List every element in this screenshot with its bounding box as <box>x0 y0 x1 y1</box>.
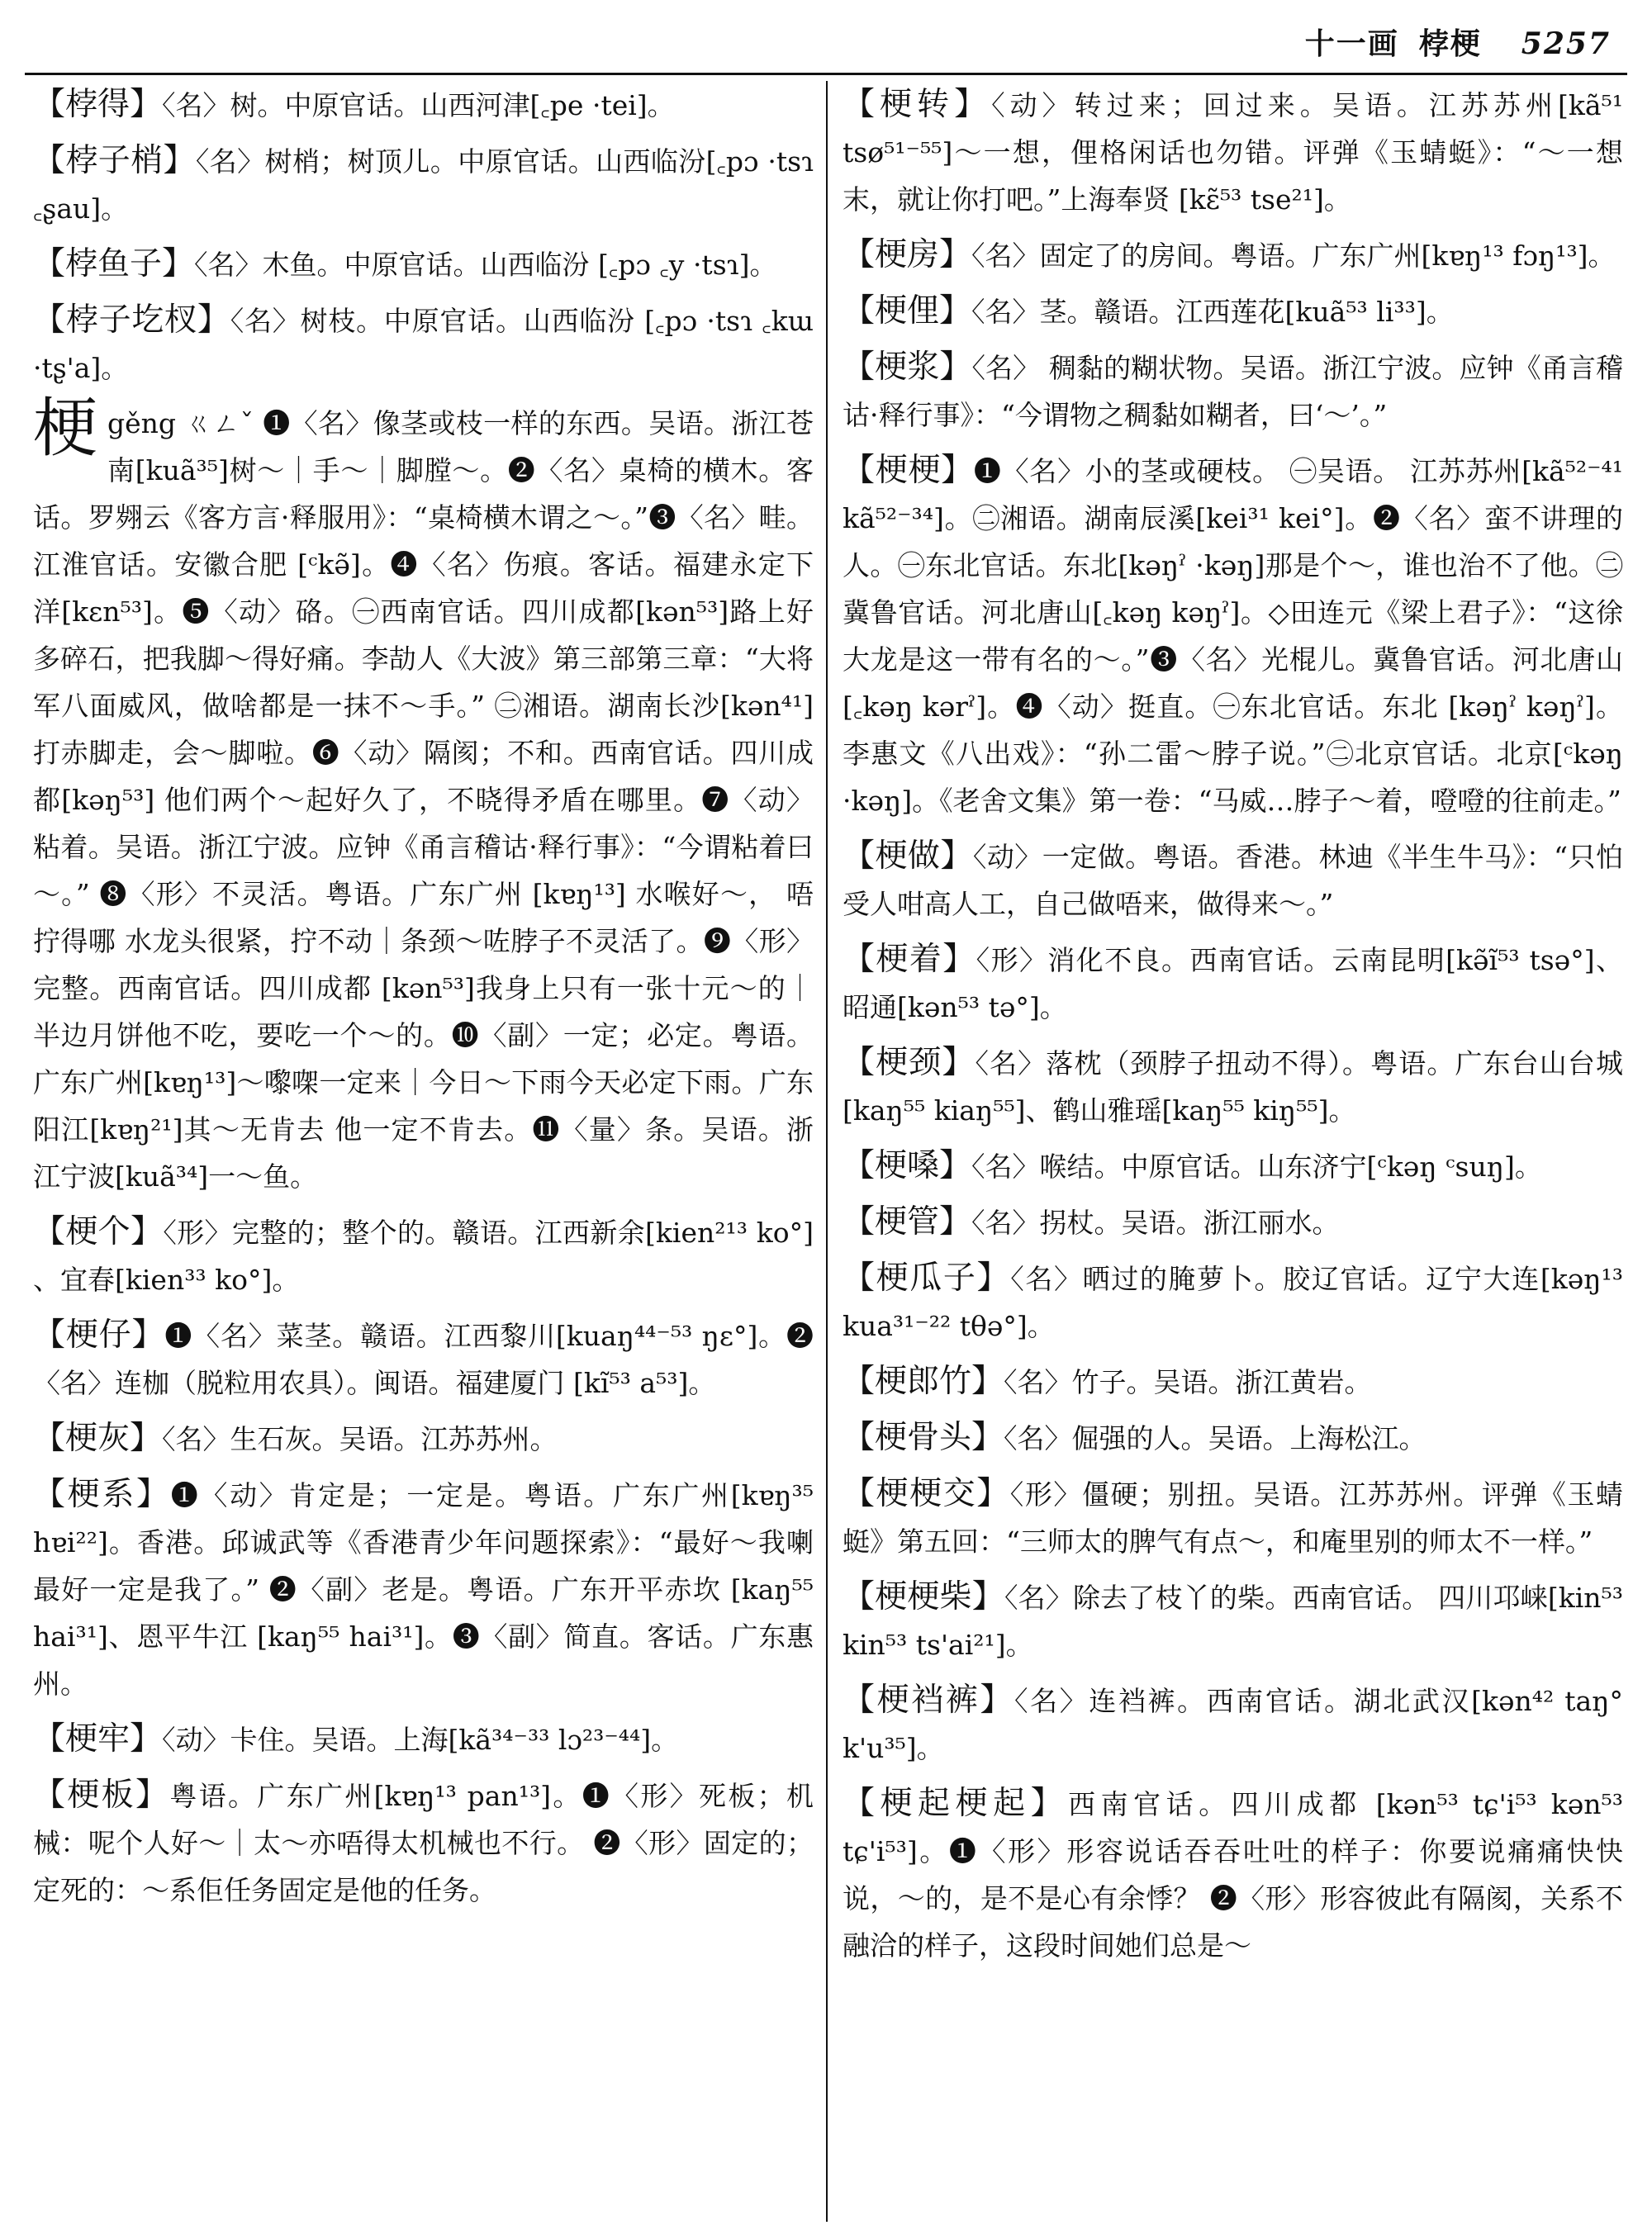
left-column <box>33 81 814 2222</box>
dictionary-entry <box>33 1471 814 1707</box>
entry-headword: 【梗做】 <box>843 837 973 875</box>
entry-definition: 西南官话。四川成都 [kən⁵³ tɕ'i⁵³ kən⁵³ tɕ'i⁵³]。❶〈形〉形容说话吞吞吐吐的样子：你要说痛痛快快说，～的，是不是心有余悸？ ❷〈形〉形容彼此有隔阂，关系不融洽的样子，这段时间她们总是～ <box>843 1788 1623 1962</box>
entry-definition: 〈名〉除去了枝丫的柴。西南官话。 四川邛崃[kin⁵³ kin⁵³ ts'ai²¹]。 <box>843 1582 1623 1661</box>
entry-definition: ❶〈名〉小的茎或硬枝。 ㊀吴语。 江苏苏州[kã⁵²⁻⁴¹ kã⁵²⁻³⁴]。㊁湘语。湖南辰溪[kei³¹ kei°]。❷〈名〉蛮不讲理的人。㊀东北官话。东北[kəŋˀ ·kəŋ]那是个～，谁也治不了他。㊁冀鲁官话。河北唐山[꜀kəŋ kəŋˀ]。◇田连元《梁上君子》：“这徐大龙是这一带有名的～。”❸〈名〉光棍儿。冀鲁官话。河北唐山 [꜀kəŋ kərˀ]。❹〈动〉挺直。㊀东北官话。东北 [kəŋˀ kəŋˀ]。李惠文《八出戏》：“孙二雷～脖子说。”㊁北京官话。北京[ᶜkəŋ ·kəŋ]。《老舍文集》第一卷：“马威…脖子～着，噔噔的往前走。” <box>843 455 1623 817</box>
entry-headword: 【梗瓜子】 <box>843 1260 1011 1297</box>
entry-definition: 〈名〉喉结。中原官话。山东济宁[ᶜkəŋ ᶜsuŋ]。 <box>971 1151 1542 1183</box>
entry-definition: 〈形〉完整的；整个的。赣语。江西新余[kien²¹³ ko°] 、宜春[kien³³ ko°]。 <box>33 1217 814 1296</box>
dictionary-entry <box>843 231 1623 279</box>
dictionary-entry <box>843 344 1623 439</box>
dictionary-entry <box>843 1198 1623 1246</box>
entry-definition: 〈名〉树枝。中原官话。山西临汾 [꜀pɔ ·tsɿ ꜀kɯ ·tʂ'a]。 <box>33 305 814 384</box>
dictionary-entry <box>843 833 1623 928</box>
entry-definition: 〈名〉晒过的腌萝卜。胶辽官话。辽宁大连[kəŋ¹³ kua³¹⁻²² tθə°]。 <box>843 1263 1623 1342</box>
entry-definition: 〈名〉固定了的房间。粤语。广东广州[kɐŋ¹³ fɔŋ¹³]。 <box>971 240 1616 272</box>
page-header <box>25 15 1627 75</box>
entry-definition: 〈形〉僵硬；别扭。吴语。江苏苏州。评弹《玉蜻蜓》第五回：“三师太的脾气有点～，和庵里别的师太不一样。” <box>843 1478 1623 1558</box>
entry-headword: 【梗个】 <box>33 1213 164 1250</box>
right-column <box>843 81 1623 2222</box>
entry-definition: 粤语。广东广州[kɐŋ¹³ pan¹³]。❶〈形〉死板；机械：呢个人好～｜太～亦唔得太机械也不行。 ❷〈形〉固定的；定死的：～系佢任务固定是他的任务。 <box>33 1780 814 1906</box>
dictionary-entry <box>843 1142 1623 1190</box>
entry-definition: 〈名〉茎。赣语。江西莲花[kuã⁵³ li³³]。 <box>971 296 1454 328</box>
entry-definition: 〈名〉树。中原官话。山西河津[꜀pe ·tei]。 <box>162 89 675 121</box>
column-divider <box>826 81 828 2222</box>
entry-headword: 【梗嗓】 <box>843 1147 972 1184</box>
dictionary-entry <box>33 1772 814 1914</box>
dictionary-entry <box>843 1780 1623 1969</box>
header-chars: 桲梗 <box>1418 26 1482 61</box>
dictionary-entry <box>843 1470 1623 1565</box>
entry-definition: 〈动〉卡住。吴语。上海[kã³⁴⁻³³ lɔ²³⁻⁴⁴]。 <box>162 1724 679 1756</box>
entry-definition: 〈名〉连裆裤。西南官话。湖北武汉[kən⁴² taŋ° k'u³⁵]。 <box>843 1685 1623 1764</box>
entry-headword: 【梗管】 <box>843 1203 972 1241</box>
entry-headword: 【梗梗交】 <box>843 1475 1010 1512</box>
entry-headword: 【梗灰】 <box>33 1420 163 1457</box>
entry-headword: 【梗梗】 <box>843 452 974 489</box>
entry-definition: 〈名〉 稠黏的糊状物。吴语。浙江宁波。应钟《甬言稽诂·释行事》：“今谓物之稠黏如糊者，曰‘～’。” <box>843 352 1623 431</box>
dictionary-entry <box>843 287 1623 335</box>
dictionary-entry <box>843 447 1623 824</box>
entry-headword: 【梗房】 <box>843 236 972 273</box>
entry-headword: 【梗郎竹】 <box>843 1363 1004 1400</box>
entry-headword: 【梗着】 <box>843 941 976 978</box>
entry-headword: 【梗裆裤】 <box>843 1682 1014 1719</box>
entry-headword: 【桲得】 <box>33 86 163 123</box>
entry-definition: 〈名〉生石灰。吴语。江苏苏州。 <box>162 1423 558 1455</box>
entry-definition: 〈动〉一定做。粤语。香港。林迪《半生牛马》：“只怕受人咁高人工，自己做唔来，做得来～。” <box>843 841 1623 920</box>
entry-headword: 【梗俚】 <box>843 292 972 330</box>
head-character: 梗 <box>33 391 98 466</box>
header-section: 十一画 <box>1304 26 1399 61</box>
dictionary-entry <box>843 1039 1623 1134</box>
dictionary-entry <box>843 1255 1623 1350</box>
entry-definition: 〈名〉倔强的人。吴语。上海松江。 <box>1004 1422 1427 1454</box>
entry-definition: gěng ㄍㄥˇ ❶〈名〉像茎或枝一样的东西。吴语。浙江苍南[kuã³⁵]树～｜手～｜脚膛～。❷〈名〉桌椅的横木。客话。罗翙云《客方言·释服用》：“桌椅横木谓之～。”❸〈名〉畦。江淮官话。安徽合肥 [ᶜkə̃]。❹〈名〉伤痕。客话。福建永定下洋[kɛn⁵³]。❺〈动〉硌。㊀西南官话。四川成都[kən⁵³]路上好多碎石，把我脚～得好痛。李劼人《大波》第三部第三章：“大将军八面威风，做啥都是一抹不～手。” ㊁湘语。湖南长沙[kən⁴¹]打赤脚走，会～脚啦。❻〈动〉隔阂；不和。西南官话。四川成都[kəŋ⁵³] 他们两个～起好久了，不晓得矛盾在哪里。❼〈动〉粘着。吴语。浙江宁波。应钟《甬言稽诂·释行事》：“今谓粘着曰～。” ❽〈形〉不灵活。粤语。广东广州 [kɐŋ¹³] 水喉好～， 唔拧得哪 水龙头很紧，拧不动｜条颈～咗脖子不灵活了。❾〈形〉完整。西南官话。四川成都 [kən⁵³]我身上只有一张十元～的｜半边月饼他不吃，要吃一个～的。❿〈副〉一定；必定。粤语。广东广州[kɐŋ¹³]～嚟㗎一定来｜今日～下雨今天必定下雨。广东阳江[kɐŋ²¹]其～无肯去 他一定不肯去。⓫〈量〉条。吴语。浙江宁波[kuã³⁴]一～鱼。 <box>33 407 814 1193</box>
dictionary-entry <box>843 1414 1623 1462</box>
entry-definition: 〈形〉消化不良。西南官话。云南昆明[kə̃ĩ⁵³ tsə°]、昭通[kən⁵³ tə°]。 <box>843 944 1623 1023</box>
dictionary-entry <box>843 81 1623 223</box>
entry-headword: 【梗梗柴】 <box>843 1578 1004 1616</box>
dictionary-entry <box>33 1312 814 1407</box>
header-running-title <box>1285 21 1611 63</box>
dictionary-entry <box>33 240 814 288</box>
entry-definition: 〈动〉转过来；回过来。吴语。江苏苏州[kã⁵¹ tsø⁵¹⁻⁵⁵]～一想，俚格闲话也勿错。评弹《玉蜻蜓》：“～一想末，就让你打吧。”上海奉贤 [kɛ̃⁵³ tse²¹]。 <box>843 89 1623 216</box>
entry-definition: ❶〈名〉菜茎。赣语。江西黎川[kuaŋ⁴⁴⁻⁵³ ŋɛ°]。❷〈名〉连枷（脱粒用农具）。闽语。福建厦门 [kĩ⁵³ a⁵³]。 <box>33 1320 814 1399</box>
dictionary-entry <box>33 391 814 1200</box>
entry-headword: 【梗颈】 <box>843 1044 976 1081</box>
entry-definition: 〈名〉拐杖。吴语。浙江丽水。 <box>971 1207 1340 1239</box>
dictionary-entry <box>33 137 814 232</box>
entry-headword: 【梗牢】 <box>33 1720 163 1758</box>
entry-headword: 【桲子圪杈】 <box>33 301 230 339</box>
entry-headword: 【桲鱼子】 <box>33 245 195 282</box>
dictionary-entry <box>843 1358 1623 1406</box>
dictionary-entry <box>33 1208 814 1303</box>
entry-headword: 【梗仔】 <box>33 1317 165 1354</box>
entry-headword: 【梗起梗起】 <box>843 1785 1069 1822</box>
page-number: 5257 <box>1521 26 1611 61</box>
entry-headword: 【梗骨头】 <box>843 1419 1004 1456</box>
entry-definition: 〈名〉落枕（颈脖子扭动不得）。粤语。广东台山台城[kaŋ⁵⁵ kiaŋ⁵⁵]、鹤山雅瑶[kaŋ⁵⁵ kiŋ⁵⁵]。 <box>843 1047 1623 1127</box>
entry-headword: 【梗浆】 <box>843 349 972 386</box>
entry-definition: 〈名〉木鱼。中原官话。山西临汾 [꜀pɔ ꜀y ·tsɿ]。 <box>194 249 777 281</box>
dictionary-entry <box>843 1677 1623 1772</box>
entry-headword: 【梗系】 <box>33 1476 171 1513</box>
entry-headword: 【桲子梢】 <box>33 142 196 179</box>
entry-definition: 〈名〉树梢；树顶儿。中原官话。山西临汾[꜀pɔ ·tsɿ ꜀ʂau]。 <box>33 145 814 225</box>
dictionary-entry <box>843 936 1623 1031</box>
dictionary-entry <box>33 297 814 391</box>
dictionary-entry <box>33 1415 814 1463</box>
entry-definition: ❶〈动〉肯定是；一定是。粤语。广东广州[kɐŋ³⁵ hɐi²²]。香港。邱诚武等《香港青少年问题探索》：“最好～我喇最好一定是我了。” ❷〈副〉老是。粤语。广东开平赤坎 [kaŋ⁵⁵ hai³¹]、恩平牛江 [kaŋ⁵⁵ hai³¹]。❸〈副〉简直。客话。广东惠州。 <box>33 1479 814 1700</box>
entry-headword: 【梗板】 <box>33 1777 170 1814</box>
entry-definition: 〈名〉竹子。吴语。浙江黄岩。 <box>1004 1366 1372 1398</box>
dictionary-entry <box>33 1715 814 1763</box>
entry-headword: 【梗转】 <box>843 86 992 123</box>
dictionary-entry <box>33 81 814 129</box>
dictionary-entry <box>843 1573 1623 1668</box>
